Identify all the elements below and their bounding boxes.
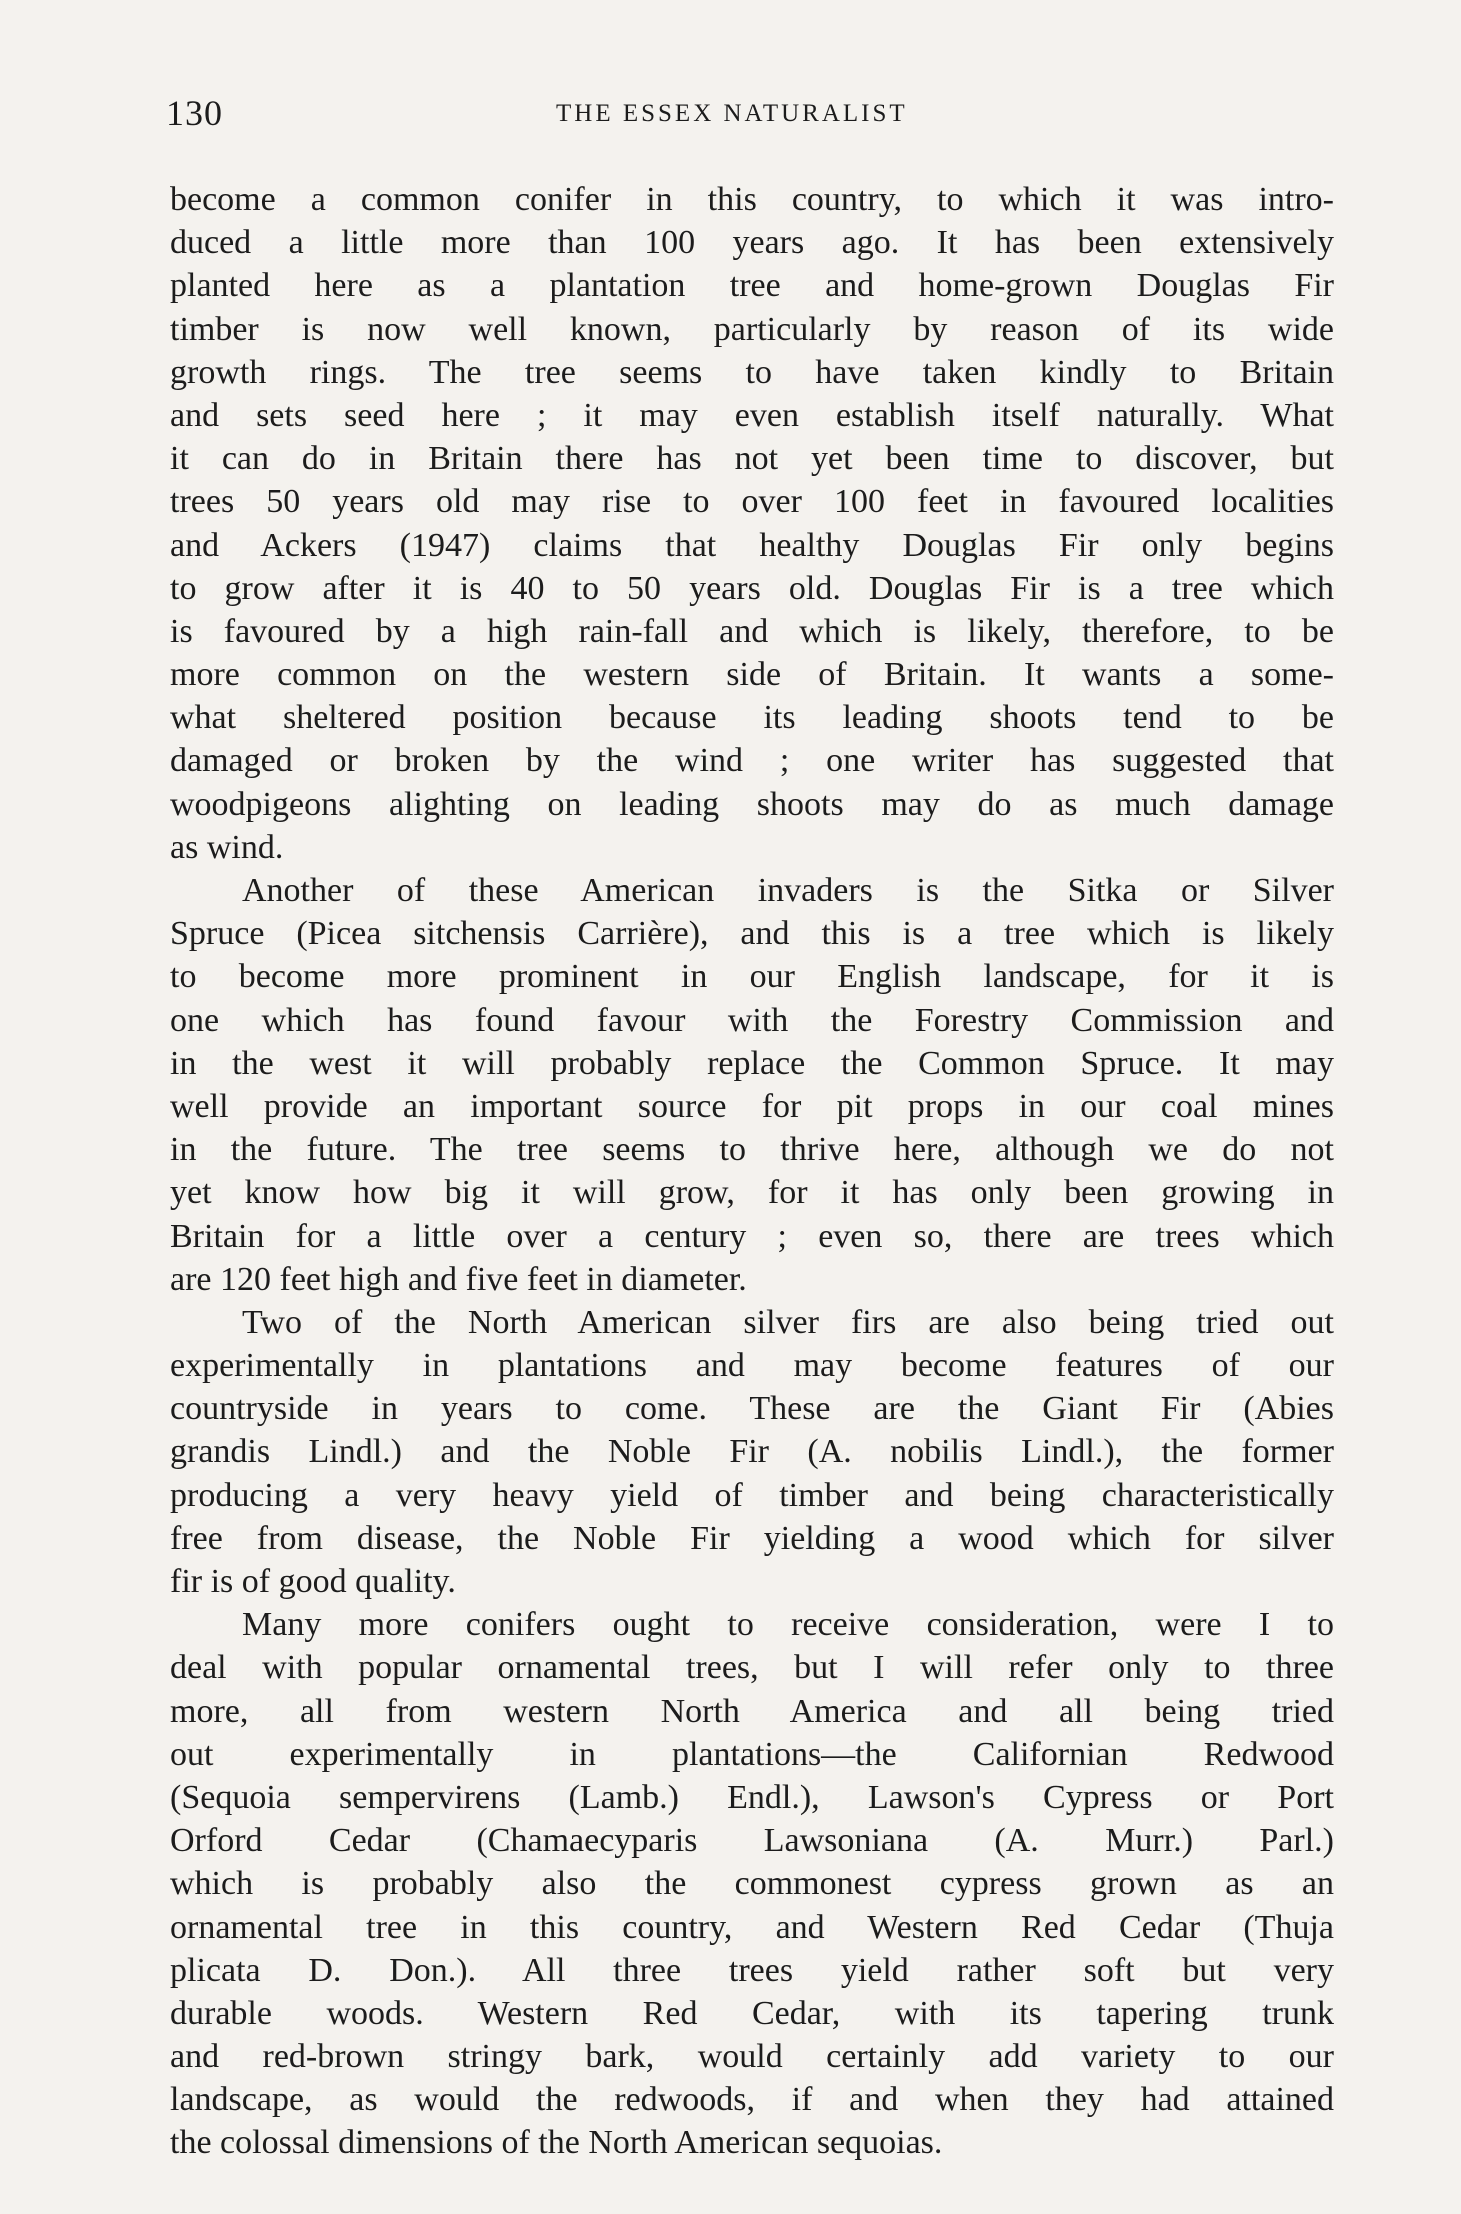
text-line: Many more conifers ought to receive consideration, were I to <box>242 1606 1334 1644</box>
text-line: trees 50 years old may rise to over 100 feet in favoured localities <box>170 483 1334 521</box>
body-text <box>170 178 1334 2165</box>
text-line: woodpigeons alighting on leading shoots may do as much damage <box>170 785 1334 823</box>
text-line: Two of the North American silver firs are also being tried out <box>242 1303 1334 1341</box>
text-line: Another of these American invaders is the Sitka or Silver <box>242 872 1334 909</box>
text-line: what sheltered position because its leading shoots tend to be <box>170 699 1334 737</box>
text-line: planted here as a plantation tree and home-grown Douglas Fir <box>170 267 1334 305</box>
text-line: grandis Lindl.) and the Noble Fir (A. nobilis Lindl.), the former <box>170 1433 1334 1471</box>
page-header <box>166 92 1334 136</box>
text-line: plicata D. Don.). All three trees yield rather soft but very <box>170 1951 1334 1989</box>
text-line: free from disease, the Noble Fir yielding a wood which for silver <box>170 1519 1334 1557</box>
text-line: landscape, as would the redwoods, if and when they had attained <box>170 2081 1334 2119</box>
text-line: countryside in years to come. These are the Giant Fir (Abies <box>170 1390 1334 1428</box>
text-line: it can do in Britain there has not yet been time to discover, but <box>170 440 1334 478</box>
text-line: out experimentally in plantations—the Californian Redwood <box>170 1735 1334 1773</box>
text-line: yet know how big it will grow, for it has only been growing in <box>170 1174 1334 1212</box>
text-line: to grow after it is 40 to 50 years old. Douglas Fir is a tree which <box>170 569 1334 607</box>
text-line: in the west it will probably replace the Common Spruce. It may <box>170 1044 1334 1082</box>
text-line: fir is of good quality. <box>170 1563 456 1600</box>
text-line: deal with popular ornamental trees, but I will refer only to three <box>170 1649 1334 1687</box>
text-line: one which has found favour with the Forestry Commission and <box>170 1001 1334 1039</box>
text-line: damaged or broken by the wind ; one writer has suggested that <box>170 742 1334 780</box>
text-line: are 120 feet high and five feet in diameter. <box>170 1260 747 1298</box>
text-line: as wind. <box>170 828 284 866</box>
page-number: 130 <box>166 93 223 133</box>
text-line: experimentally in plantations and may become features of our <box>170 1347 1334 1385</box>
text-line: to become more prominent in our English landscape, for it is <box>170 958 1334 996</box>
text-line: more, all from western North America and all being tried <box>170 1692 1334 1730</box>
text-line: Spruce (Picea sitchensis Carrière), and this is a tree which is likely <box>170 915 1334 953</box>
text-line: the colossal dimensions of the North American sequoias. <box>170 2124 943 2162</box>
text-line: which is probably also the commonest cypress grown as an <box>170 1865 1334 1903</box>
text-line: growth rings. The tree seems to have taken kindly to Britain <box>170 353 1334 391</box>
text-line: producing a very heavy yield of timber and being characteristically <box>170 1476 1334 1514</box>
text-line: Orford Cedar (Chamaecyparis Lawsoniana (A. Murr.) Parl.) <box>170 1822 1334 1860</box>
text-line: more common on the western side of Britain. It wants a some- <box>170 656 1334 694</box>
text-line: (Sequoia sempervirens (Lamb.) Endl.), Lawson's Cypress or Port <box>170 1778 1334 1816</box>
text-line: is favoured by a high rain-fall and which is likely, therefore, to be <box>170 612 1334 650</box>
text-line: durable woods. Western Red Cedar, with its tapering trunk <box>170 1994 1334 2032</box>
text-line: ornamental tree in this country, and Western Red Cedar (Thuja <box>170 1908 1334 1946</box>
text-line: become a common conifer in this country, to which it was intro- <box>170 181 1334 218</box>
running-head: THE ESSEX NATURALIST <box>556 100 908 127</box>
text-line: timber is now well known, particularly by reason of its wide <box>170 310 1334 348</box>
text-line: and Ackers (1947) claims that healthy Douglas Fir only begins <box>170 526 1334 564</box>
text-line: and sets seed here ; it may even establish itself naturally. What <box>170 396 1334 434</box>
text-line: and red-brown stringy bark, would certainly add variety to our <box>170 2038 1334 2076</box>
text-line: in the future. The tree seems to thrive here, although we do not <box>170 1131 1334 1169</box>
text-line: well provide an important source for pit props in our coal mines <box>170 1087 1334 1125</box>
text-line: Britain for a little over a century ; even so, there are trees which <box>170 1217 1334 1255</box>
text-line: duced a little more than 100 years ago. It has been extensively <box>170 224 1334 262</box>
